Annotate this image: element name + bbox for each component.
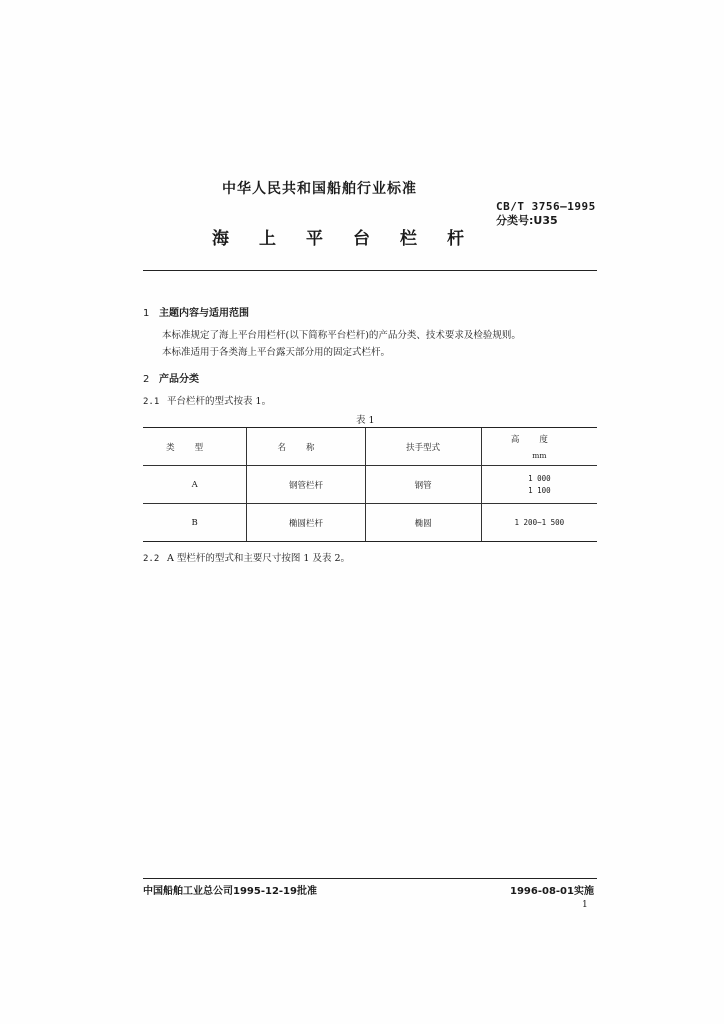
- subsection-2-2-text: A 型栏杆的型式和主要尺寸按图 1 及表 2。: [167, 553, 351, 564]
- cell-height: [481, 504, 597, 542]
- table-row: [143, 466, 597, 504]
- header-height-unit: mm: [532, 451, 547, 460]
- subsection-2-1-number: 2.1: [143, 397, 160, 407]
- standard-title: 中华人民共和国船舶行业标准: [222, 181, 417, 197]
- cell-handrail: 椭圆: [365, 504, 481, 542]
- cell-name: 钢管栏杆: [247, 466, 365, 504]
- header-type: 类型: [143, 428, 247, 466]
- cell-height: [481, 466, 597, 504]
- cell-handrail: 钢管: [365, 466, 481, 504]
- cell-height-line-1: 1 000: [528, 473, 551, 483]
- cell-height-line-1: 1 200~1 500: [514, 517, 565, 527]
- section-1-paragraph-1: 本标准规定了海上平台用栏杆(以下简称平台栏杆)的产品分类、技术要求及检验规则。: [162, 330, 521, 341]
- header-divider: [143, 270, 597, 271]
- section-1-paragraph-2: 本标准适用于各类海上平台露天部分用的固定式栏杆。: [162, 347, 391, 358]
- document-title: 海上平台栏杆: [212, 229, 494, 249]
- approval-line: 中国船舶工业总公司1995-12-19批准: [143, 886, 317, 897]
- section-1-title: 主题内容与适用范围: [159, 308, 249, 319]
- standard-code: CB/T 3756—1995: [496, 200, 596, 213]
- footer-divider: [143, 878, 597, 879]
- cell-type: A: [143, 466, 247, 504]
- section-2-heading: [143, 370, 199, 385]
- classification-number: 分类号:U35: [496, 214, 558, 227]
- implementation-date: 1996-08-01实施: [510, 886, 594, 897]
- subsection-2-1: [143, 393, 271, 407]
- page-number: 1: [582, 900, 588, 910]
- subsection-2-2-number: 2.2: [143, 554, 160, 564]
- section-1-heading: [143, 304, 249, 319]
- header-handrail: 扶手型式: [365, 428, 481, 466]
- header-name: 名称: [247, 428, 365, 466]
- table-caption: 表 1: [356, 415, 375, 426]
- subsection-2-2: [143, 550, 350, 564]
- header-height: [481, 428, 597, 466]
- classification-table: [143, 427, 597, 542]
- subsection-2-1-text: 平台栏杆的型式按表 1。: [167, 396, 272, 407]
- cell-type: B: [143, 504, 247, 542]
- table-row: [143, 504, 597, 542]
- header-height-label: 高度: [510, 435, 568, 445]
- section-2-title: 产品分类: [159, 374, 199, 385]
- table-header-row: [143, 428, 597, 466]
- cell-height-line-2: 1 100: [528, 485, 551, 495]
- cell-name: 椭圆栏杆: [247, 504, 365, 542]
- section-2-number: 2: [143, 374, 150, 385]
- section-1-number: 1: [143, 308, 150, 319]
